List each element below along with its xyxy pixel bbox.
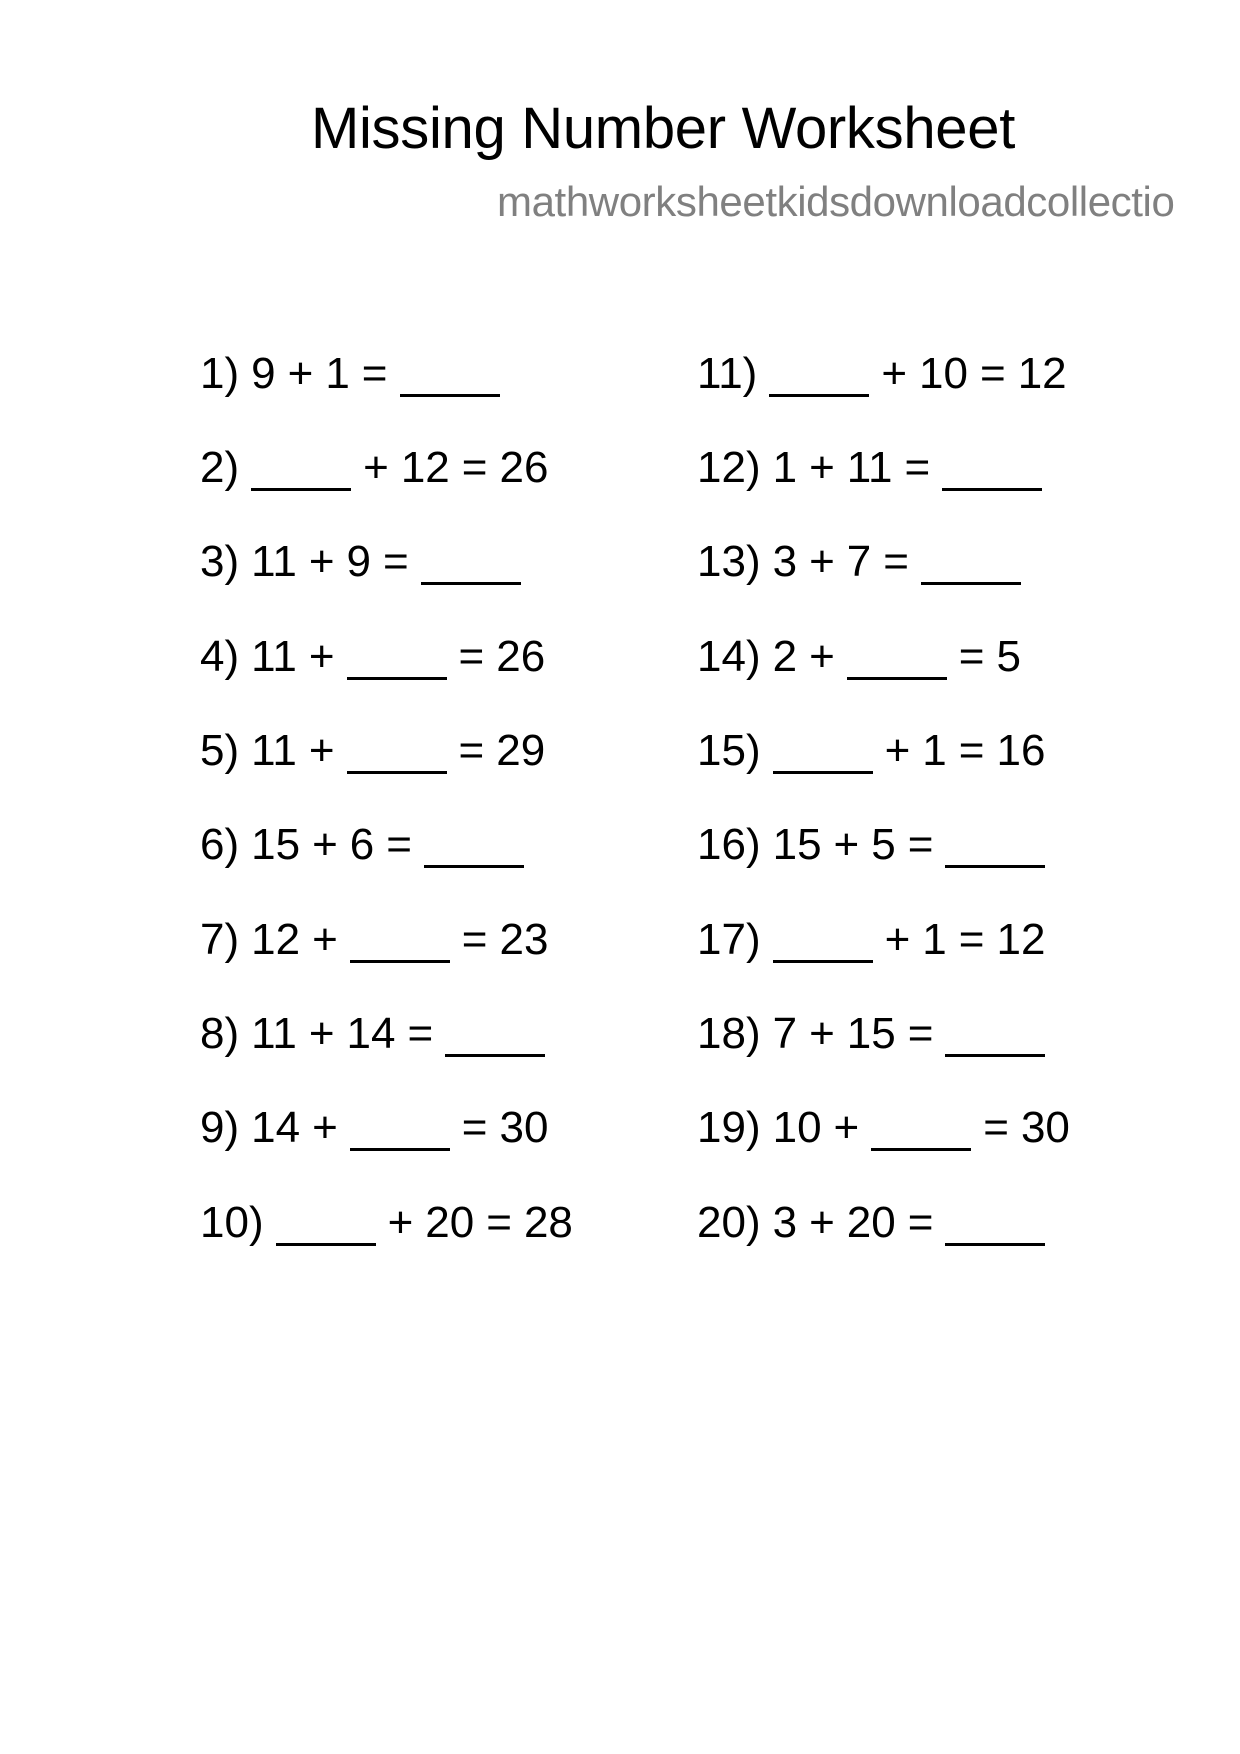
page-title: Missing Number Worksheet bbox=[310, 96, 1016, 161]
operand: 12 bbox=[1017, 349, 1067, 398]
source-watermark: mathworksheetkidsdownloadcollectio bbox=[497, 178, 1175, 225]
plus-sign: + bbox=[809, 632, 835, 681]
problem-item bbox=[697, 818, 1045, 871]
operand: 14 bbox=[346, 1009, 396, 1058]
problem-item bbox=[200, 724, 545, 777]
answer-blank[interactable] bbox=[871, 1110, 971, 1151]
operand: 12 bbox=[400, 443, 450, 492]
operand: 3 bbox=[772, 537, 798, 586]
problem-item bbox=[200, 630, 545, 683]
problem-number: 6) bbox=[200, 820, 240, 869]
problem-item bbox=[697, 347, 1067, 400]
problem-number: 1) bbox=[200, 349, 240, 398]
answer-blank[interactable] bbox=[350, 922, 450, 963]
operand: 2 bbox=[772, 632, 798, 681]
problem-number: 3) bbox=[200, 537, 240, 586]
problem-number: 14) bbox=[697, 632, 761, 681]
operand: 1 bbox=[922, 726, 947, 775]
operand: 11 bbox=[251, 632, 297, 681]
problem-item bbox=[200, 1196, 573, 1249]
answer-blank[interactable] bbox=[350, 1110, 450, 1151]
operand: 5 bbox=[871, 820, 896, 869]
operand: 14 bbox=[251, 1103, 301, 1152]
operand: 12 bbox=[251, 915, 301, 964]
answer-blank[interactable] bbox=[945, 1205, 1045, 1246]
operand: 28 bbox=[523, 1198, 573, 1247]
plus-sign: + bbox=[809, 1009, 835, 1058]
operand: 3 bbox=[772, 1198, 798, 1247]
problem-item bbox=[200, 1007, 545, 1060]
plus-sign: + bbox=[312, 820, 338, 869]
plus-sign: + bbox=[387, 1198, 414, 1247]
equals-sign: = bbox=[383, 537, 409, 586]
plus-sign: + bbox=[308, 1009, 335, 1058]
equals-sign: = bbox=[458, 632, 485, 681]
equals-sign: = bbox=[461, 915, 488, 964]
problem-item bbox=[200, 913, 548, 966]
problem-number: 20) bbox=[697, 1198, 761, 1247]
operand: 1 bbox=[325, 349, 350, 398]
answer-blank[interactable] bbox=[421, 544, 521, 585]
operand: 11 bbox=[251, 537, 297, 586]
problem-number: 9) bbox=[200, 1103, 240, 1152]
answer-blank[interactable] bbox=[921, 544, 1021, 585]
problem-number: 19) bbox=[697, 1103, 761, 1152]
operand: 29 bbox=[496, 726, 546, 775]
equals-sign: = bbox=[461, 1103, 488, 1152]
answer-blank[interactable] bbox=[773, 922, 873, 963]
answer-blank[interactable] bbox=[945, 827, 1045, 868]
problem-item bbox=[697, 913, 1045, 966]
equals-sign: = bbox=[979, 349, 1006, 398]
problem-number: 4) bbox=[200, 632, 240, 681]
problem-item bbox=[697, 630, 1021, 683]
problem-item bbox=[697, 1196, 1045, 1249]
plus-sign: + bbox=[884, 726, 911, 775]
plus-sign: + bbox=[833, 1103, 860, 1152]
operand: 9 bbox=[346, 537, 371, 586]
operand: 30 bbox=[499, 1103, 549, 1152]
plus-sign: + bbox=[308, 537, 335, 586]
operand: 6 bbox=[349, 820, 375, 869]
problem-number: 15) bbox=[697, 726, 761, 775]
operand: 1 bbox=[922, 915, 947, 964]
problem-item bbox=[200, 347, 500, 400]
problem-number: 8) bbox=[200, 1009, 240, 1058]
equals-sign: = bbox=[407, 1009, 434, 1058]
answer-blank[interactable] bbox=[347, 639, 447, 680]
answer-blank[interactable] bbox=[347, 733, 447, 774]
problem-number: 16) bbox=[697, 820, 761, 869]
answer-blank[interactable] bbox=[276, 1205, 376, 1246]
operand: 30 bbox=[1020, 1103, 1070, 1152]
problem-number: 7) bbox=[200, 915, 240, 964]
plus-sign: + bbox=[312, 1103, 338, 1152]
operand: 23 bbox=[499, 915, 549, 964]
equals-sign: = bbox=[907, 820, 934, 869]
plus-sign: + bbox=[312, 915, 338, 964]
equals-sign: = bbox=[958, 915, 985, 964]
plus-sign: + bbox=[833, 820, 860, 869]
plus-sign: + bbox=[308, 632, 335, 681]
answer-blank[interactable] bbox=[769, 356, 869, 397]
answer-blank[interactable] bbox=[945, 1016, 1045, 1057]
operand: 5 bbox=[996, 632, 1021, 681]
equals-sign: = bbox=[883, 537, 909, 586]
operand: 10 bbox=[919, 349, 968, 398]
answer-blank[interactable] bbox=[251, 450, 351, 491]
plus-sign: + bbox=[809, 443, 835, 492]
equals-sign: = bbox=[386, 820, 412, 869]
operand: 20 bbox=[846, 1198, 896, 1247]
problem-item bbox=[697, 535, 1021, 588]
operand: 20 bbox=[425, 1198, 475, 1247]
equals-sign: = bbox=[361, 349, 388, 398]
plus-sign: + bbox=[308, 726, 335, 775]
answer-blank[interactable] bbox=[424, 827, 524, 868]
problem-number: 5) bbox=[200, 726, 240, 775]
problem-item bbox=[200, 535, 521, 588]
problem-number: 17) bbox=[697, 915, 761, 964]
equals-sign: = bbox=[907, 1198, 934, 1247]
operand: 11 bbox=[846, 443, 893, 492]
operand: 15 bbox=[251, 820, 301, 869]
problem-number: 18) bbox=[697, 1009, 761, 1058]
problem-number: 10) bbox=[200, 1198, 264, 1247]
operand: 7 bbox=[772, 1009, 798, 1058]
answer-blank[interactable] bbox=[400, 356, 500, 397]
equals-sign: = bbox=[907, 1009, 934, 1058]
equals-sign: = bbox=[486, 1198, 512, 1247]
problem-item bbox=[200, 1101, 548, 1154]
operand: 15 bbox=[846, 1009, 896, 1058]
problem-item bbox=[697, 1007, 1045, 1060]
problem-number: 11) bbox=[697, 349, 758, 398]
problem-number: 13) bbox=[697, 537, 761, 586]
problem-number: 2) bbox=[200, 443, 240, 492]
equals-sign: = bbox=[461, 443, 488, 492]
operand: 7 bbox=[846, 537, 872, 586]
operand: 1 bbox=[772, 443, 798, 492]
plus-sign: + bbox=[809, 1198, 835, 1247]
operand: 26 bbox=[499, 443, 549, 492]
problem-number: 12) bbox=[697, 443, 761, 492]
operand: 12 bbox=[996, 915, 1046, 964]
equals-sign: = bbox=[904, 443, 931, 492]
operand: 15 bbox=[772, 820, 822, 869]
answer-blank[interactable] bbox=[773, 733, 873, 774]
problem-item bbox=[200, 441, 548, 494]
problem-item bbox=[697, 441, 1042, 494]
operand: 26 bbox=[496, 632, 546, 681]
operand: 16 bbox=[996, 726, 1046, 775]
problem-item bbox=[697, 724, 1045, 777]
equals-sign: = bbox=[958, 726, 985, 775]
plus-sign: + bbox=[363, 443, 389, 492]
problem-item bbox=[697, 1101, 1070, 1154]
equals-sign: = bbox=[983, 1103, 1009, 1152]
plus-sign: + bbox=[809, 537, 835, 586]
operand: 11 bbox=[251, 1009, 297, 1058]
problem-item bbox=[200, 818, 524, 871]
operand: 10 bbox=[772, 1103, 822, 1152]
plus-sign: + bbox=[287, 349, 314, 398]
operand: 11 bbox=[251, 726, 297, 775]
equals-sign: = bbox=[958, 632, 985, 681]
plus-sign: + bbox=[881, 349, 908, 398]
answer-blank[interactable] bbox=[847, 639, 947, 680]
plus-sign: + bbox=[884, 915, 911, 964]
equals-sign: = bbox=[458, 726, 485, 775]
answer-blank[interactable] bbox=[445, 1016, 545, 1057]
operand: 9 bbox=[251, 349, 276, 398]
answer-blank[interactable] bbox=[942, 450, 1042, 491]
